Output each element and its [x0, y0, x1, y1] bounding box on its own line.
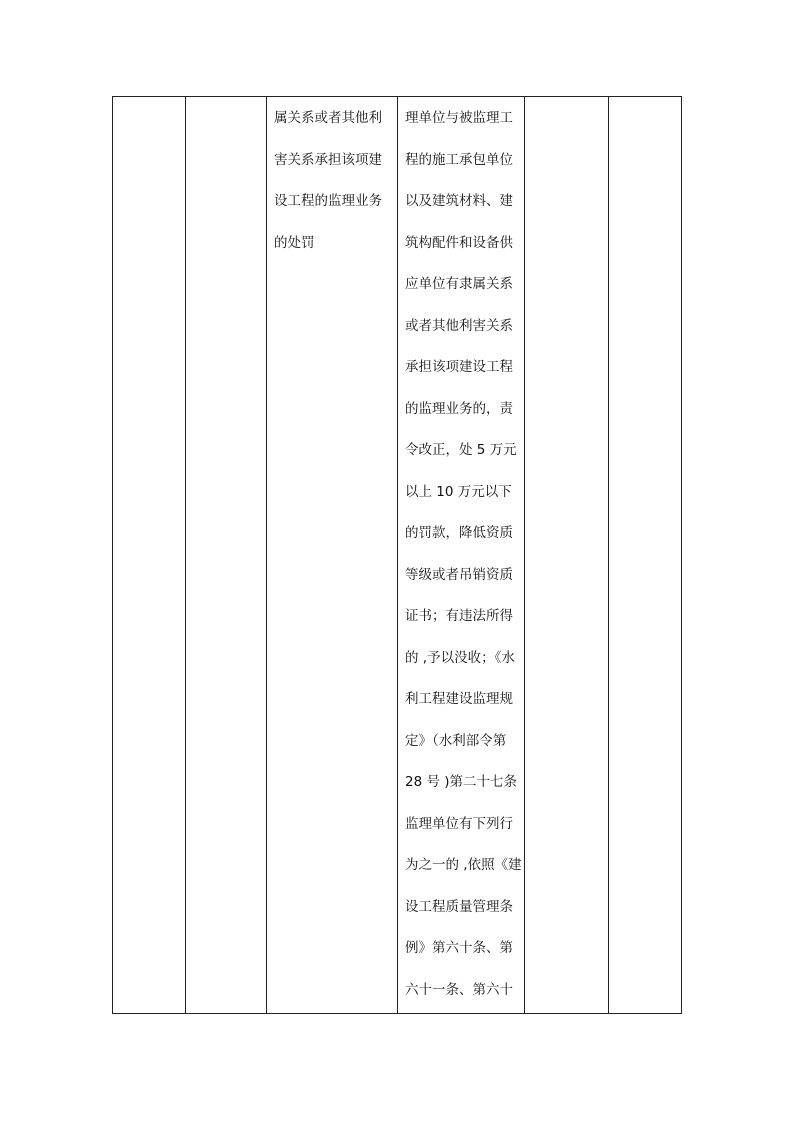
text-line: 筑构配件和设备供: [405, 234, 513, 251]
text-line: 证书；有违法所得: [405, 608, 513, 624]
penalty-table: [112, 96, 682, 1014]
penalty-item-name: [267, 97, 397, 264]
table-cell-col2: [186, 97, 267, 1014]
table-cell-col4: [398, 97, 525, 1014]
text-line: 应单位有隶属关系: [405, 276, 513, 292]
text-line: 定》（水利部令第: [405, 732, 507, 749]
text-line: 的处罚: [274, 234, 315, 251]
text-line: 以及建筑材料、建: [405, 193, 513, 209]
table-row: [113, 97, 682, 1014]
text-line: 程的施工承包单位: [405, 151, 513, 168]
text-line: 为之一的 ,依照《建: [405, 857, 522, 873]
text-line: 承担该项建设工程: [405, 359, 513, 375]
text-line: 理单位与被监理工: [405, 110, 513, 126]
text-line: 的罚款，降低资质: [405, 525, 513, 541]
table-cell-col5: [525, 97, 609, 1014]
table-cell-col3: [267, 97, 398, 1014]
text-line: 的 ,予以没收；《水: [405, 649, 515, 666]
text-line: 的监理业务的，责: [405, 400, 513, 417]
text-line: 以上 10 万元以下: [405, 483, 512, 500]
text-line: 等级或者吊销资质: [405, 566, 513, 583]
text-line: 害关系承担该项建: [274, 151, 382, 168]
text-line: 或者其他利害关系: [405, 317, 513, 334]
table-cell-col6: [609, 97, 682, 1014]
table-cell-col1: [113, 97, 186, 1014]
text-line: 利工程建设监理规: [405, 691, 513, 707]
text-line: 例》第六十条、第: [405, 940, 513, 956]
text-line: 28 号 )第二十七条: [405, 774, 518, 790]
text-line: 设工程的监理业务: [274, 193, 382, 209]
text-line: 设工程质量管理条: [405, 898, 513, 915]
penalty-basis-text: [398, 97, 524, 1011]
text-line: 令改正，处 5 万元: [405, 442, 517, 458]
text-line: 属关系或者其他利: [274, 110, 382, 126]
text-line: 监理单位有下列行: [405, 815, 513, 832]
text-line: 六十一条、第六十: [405, 981, 513, 998]
